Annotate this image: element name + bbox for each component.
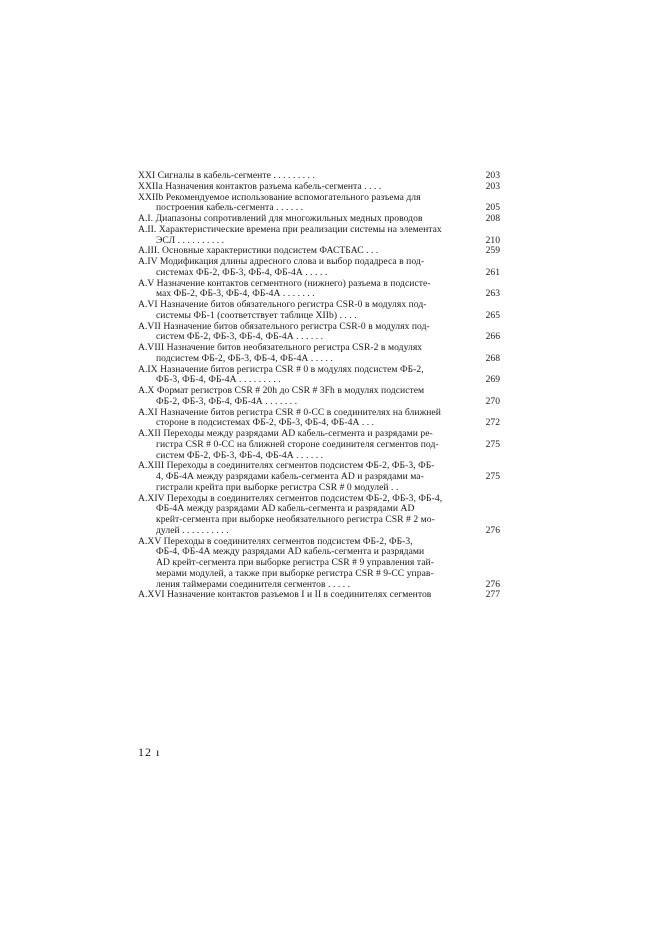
toc-page-number: 272	[485, 417, 500, 429]
toc-entry-line: подсистем ФБ-2, ФБ-3, ФБ-4, ФБ-4А . . . . .	[156, 352, 333, 364]
toc-entry-line: мерами модулей, а также при выборке регистра CSR # 9-CC управ-	[156, 567, 434, 579]
toc-page-number: 263	[485, 288, 500, 300]
toc-entry	[138, 494, 500, 537]
toc-entry	[138, 343, 500, 365]
toc-entry-line: ФБ-2, ФБ-3, ФБ-4, ФБ-4А . . . . . . .	[156, 395, 298, 407]
toc-entry-line: A.I. Диапазоны сопротивлений для многожильных медных проводов	[138, 213, 423, 224]
toc-entry	[138, 279, 500, 301]
toc-entry-line: A.XIV Переходы в соединителях сегментов подсистем ФБ-2, ФБ-3, ФБ-4,	[138, 492, 443, 504]
toc-entry-line: A.VIII Назначение битов необязательного регистра CSR-2 в модулях	[138, 342, 423, 353]
toc-entry-line: A.XI Назначение битов регистра CSR # 0-CC в соединителях на ближней	[138, 406, 441, 418]
toc-page-number: 269	[485, 374, 500, 386]
toc-page-number: 275	[485, 471, 500, 482]
toc-page-number: 203	[485, 180, 500, 192]
toc-entry-line: мах ФБ-2, ФБ-3, ФБ-4, ФБ-4А . . . . . . .	[156, 288, 315, 300]
toc-entry-line: XXI Сигналы в кабель-сегменте . . . . . . . . .	[138, 170, 315, 181]
toc-entry-line: A.X Формат регистров CSR # 20h до CSR # 3Fh в модулях подсистем	[138, 385, 425, 396]
toc-page-number: 259	[485, 245, 500, 257]
toc-entry-line: AD крейт-сегмента при выборке регистра CSR # 9 управления тай-	[156, 557, 434, 568]
toc-page-number: 270	[485, 395, 500, 407]
toc-entry-line: A.V Назначение контактов сегментного (нижнего) разъема в подсисте-	[138, 277, 431, 289]
toc-entry	[138, 300, 500, 322]
toc-entry-line: A.VII Назначение битов обязательного регистра CSR-0 в модулях под-	[138, 320, 430, 332]
toc-entry-line: систем ФБ-2, ФБ-3, ФБ-4, ФБ-4А . . . . . .	[156, 331, 324, 343]
toc-entry	[138, 590, 500, 601]
toc-entry-line: XXIIb Рекомендуемое использование вспомогательного разъема для	[138, 191, 421, 203]
toc-page-number: 276	[485, 578, 500, 590]
toc-entry-line: гистрали крейта при выборке регистра CSR # 0 модулей . .	[156, 481, 399, 493]
toc-entry-line: A.II. Характеристические времена при реализации системы на элементах	[138, 223, 442, 235]
toc-entry	[138, 537, 500, 591]
toc-page-number: 205	[485, 202, 500, 214]
toc-entry	[138, 365, 500, 387]
toc-entry	[138, 182, 500, 193]
toc-page-number: 210	[485, 234, 500, 246]
toc-entry-line: A.III. Основные характеристики подсистем ФАСТБАС . . .	[138, 245, 379, 257]
toc-entry-line: построения кабель-сегмента . . . . . .	[156, 202, 304, 214]
toc-entry-line: A.XVI Назначение контактов разъемов I и II в соединителях сегментов	[138, 589, 432, 601]
toc-entry-line: A.XII Переходы между разрядами AD кабель-сегмента и разрядами ре-	[138, 428, 433, 439]
toc-entry	[138, 429, 500, 461]
page-number: 12 ı	[138, 745, 161, 759]
toc-entry-line: ФБ-4А между разрядами AD кабель-сегмента и разрядами AD	[156, 503, 415, 515]
toc-page-number: 265	[485, 309, 500, 321]
toc-entry	[138, 408, 500, 430]
toc-entry-line: A.IV Модификация длины адресного слова и выбор подадреса в под-	[138, 256, 425, 267]
toc-entry-line: гистра CSR # 0-CC на ближней стороне соединителя сегментов под-	[156, 438, 439, 450]
toc-page-number: 275	[485, 438, 500, 450]
toc-entry	[138, 386, 500, 408]
toc-entry	[138, 193, 500, 215]
toc-entry-line: A.XIII Переходы в соединителях сегментов подсистем ФБ-2, ФБ-3, ФБ-	[138, 460, 435, 472]
toc-entry-line: системы ФБ-1 (соответствует таблице XIIb) . . . .	[156, 309, 357, 321]
toc-page-number: 268	[485, 352, 500, 364]
toc-entry-line: стороне в подсистемах ФБ-2, ФБ-3, ФБ-4, ФБ-4А . . .	[156, 417, 375, 429]
toc-entry-line: ФБ-3, ФБ-4, ФБ-4А . . . . . . . . .	[156, 374, 281, 386]
toc-entry	[138, 322, 500, 344]
toc-entry-line: A.IX Назначение битов регистра CSR # 0 в модулях подсистем ФБ-2,	[138, 363, 424, 375]
toc-page-number: 203	[485, 170, 500, 181]
toc-page-number: 266	[485, 331, 500, 343]
toc-entry-line: дулей . . . . . . . . . .	[156, 524, 229, 536]
toc-entry	[138, 257, 500, 279]
toc-entry-line: 4, ФБ-4А между разрядами кабель-сегмента AD и разрядами ма-	[156, 471, 424, 482]
toc-entry-line: ФБ-4, ФБ-4А между разрядами AD кабель-сегмента и разрядами	[156, 546, 425, 558]
toc-entry-line: A.VI Назначение битов обязательного регистра CSR-0 в модулях под-	[138, 299, 427, 310]
toc-entry-line: системах ФБ-2, ФБ-3, ФБ-4, ФБ-4А . . . . .	[156, 266, 328, 278]
toc-entry-line: ЭСЛ . . . . . . . . . .	[156, 234, 225, 246]
toc-entry-line: XXIIa Назначения контактов разъема кабель-сегмента . . . .	[138, 180, 382, 192]
toc-page-number: 277	[485, 589, 500, 601]
toc-page-number: 276	[485, 524, 500, 536]
toc-page-number: 208	[485, 213, 500, 224]
toc-entry	[138, 461, 500, 493]
toc-entry-line: ления таймерами соединителя сегментов . . . . .	[156, 578, 351, 590]
toc-entry	[138, 225, 500, 247]
toc-entry-line: систем ФБ-2, ФБ-3, ФБ-4, ФБ-4А . . . . . .	[156, 449, 324, 461]
toc-page-number: 261	[485, 266, 500, 278]
table-of-contents	[138, 171, 500, 601]
toc-entry-line: крейт-сегмента при выборке необязательного регистра CSR # 2 мо-	[156, 514, 435, 525]
toc-entry-line: A.XV Переходы в соединителях сегментов подсистем ФБ-2, ФБ-3,	[138, 535, 413, 547]
